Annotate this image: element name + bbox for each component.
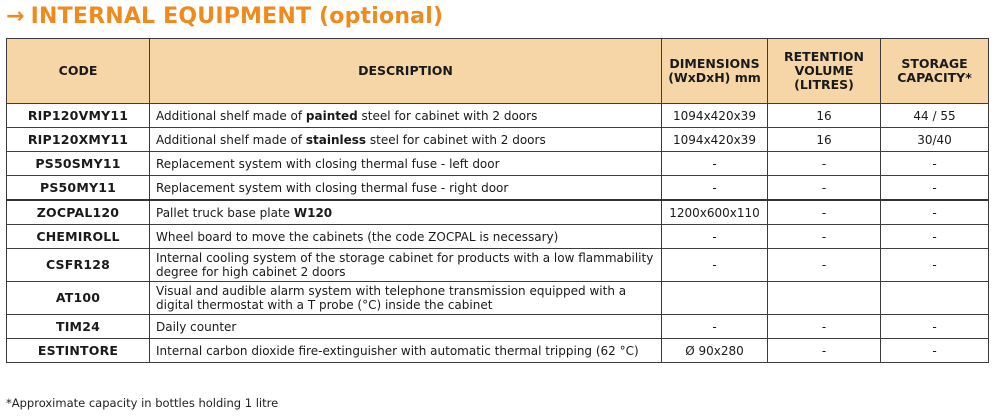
cell-dimensions: -: [662, 152, 768, 176]
description-text: Pallet truck base plate: [156, 205, 294, 220]
cell-storage-capacity: -: [881, 176, 989, 201]
cell-code: CHEMIROLL: [7, 225, 150, 249]
cell-storage-capacity: -: [881, 315, 989, 339]
cell-storage-capacity: 44 / 55: [881, 104, 989, 128]
description-text: Additional shelf made of: [156, 132, 306, 147]
header-retention-line3: (LITRES): [794, 77, 854, 92]
cell-code: PS50SMY11: [7, 152, 150, 176]
cell-storage-capacity: -: [881, 200, 989, 225]
cell-code: ESTINTORE: [7, 339, 150, 363]
cell-description: [150, 128, 662, 152]
cell-storage-capacity: -: [881, 339, 989, 363]
cell-dimensions: -: [662, 176, 768, 201]
cell-code: TIM24: [7, 315, 150, 339]
table-row: [7, 249, 989, 282]
equipment-table: [6, 38, 989, 363]
table-row: [7, 176, 989, 201]
cell-dimensions: 1094x420x39: [662, 104, 768, 128]
header-storage-line1: STORAGE: [901, 56, 968, 71]
cell-description: [150, 225, 662, 249]
footnote: *Approximate capacity in bottles holding 1 litre: [6, 396, 279, 410]
cell-retention-volume: -: [768, 249, 881, 282]
description-emphasis: stainless: [305, 132, 367, 147]
cell-code: AT100: [7, 282, 150, 315]
description-emphasis: painted: [305, 108, 358, 123]
description-text-suffix: steel for cabinet with 2 doors: [357, 108, 538, 123]
cell-storage-capacity: [881, 282, 989, 315]
cell-dimensions: Ø 90x280: [662, 339, 768, 363]
cell-retention-volume: -: [768, 176, 881, 201]
cell-dimensions: -: [662, 315, 768, 339]
cell-description: [150, 152, 662, 176]
description-text: Daily counter: [156, 319, 237, 334]
header-dimensions: [662, 39, 768, 104]
cell-description: [150, 104, 662, 128]
cell-description: [150, 249, 662, 282]
cell-description: [150, 176, 662, 201]
cell-storage-capacity: 30/40: [881, 128, 989, 152]
cell-dimensions: [662, 282, 768, 315]
cell-retention-volume: -: [768, 225, 881, 249]
cell-description: [150, 339, 662, 363]
cell-dimensions: 1094x420x39: [662, 128, 768, 152]
description-text: Wheel board to move the cabinets (the code ZOCPAL is necessary): [156, 229, 559, 244]
header-dimensions-line1: DIMENSIONS: [669, 56, 760, 71]
header-storage-line2: CAPACITY*: [897, 70, 972, 85]
header-retention-line2: VOLUME: [794, 63, 854, 78]
description-emphasis: W120: [293, 205, 333, 220]
description-text-suffix: steel for cabinet with 2 doors: [366, 132, 546, 147]
table-row: [7, 152, 989, 176]
table-row: [7, 282, 989, 315]
description-text: Internal cooling system of the storage cabinet for products with a low flammability degree for high cabinet 2 doors: [156, 251, 654, 279]
table-body: [7, 104, 989, 363]
cell-code: CSFR128: [7, 249, 150, 282]
table-header-row: [7, 39, 989, 104]
cell-dimensions: -: [662, 225, 768, 249]
header-description: DESCRIPTION: [150, 39, 662, 104]
cell-code: RIP120XMY11: [7, 128, 150, 152]
header-retention: [768, 39, 881, 104]
description-text: Replacement system with closing thermal fuse - left door: [156, 156, 500, 171]
table-row: [7, 339, 989, 363]
header-code: CODE: [7, 39, 150, 104]
table-row: [7, 200, 989, 225]
table-row: [7, 315, 989, 339]
table-row: [7, 104, 989, 128]
cell-code: ZOCPAL120: [7, 200, 150, 225]
cell-retention-volume: -: [768, 200, 881, 225]
cell-storage-capacity: -: [881, 249, 989, 282]
table-row: [7, 128, 989, 152]
cell-retention-volume: [768, 282, 881, 315]
description-text: Additional shelf made of: [156, 108, 306, 123]
header-dimensions-line2: (WxDxH) mm: [668, 70, 761, 85]
description-text: Visual and audible alarm system with telephone transmission equipped with a digital thermostat with a T probe (°C) inside the cabinet: [156, 284, 627, 312]
cell-description: [150, 200, 662, 225]
description-text: Replacement system with closing thermal fuse - right door: [156, 180, 509, 195]
cell-code: PS50MY11: [7, 176, 150, 201]
header-retention-line1: RETENTION: [784, 49, 864, 64]
arrow-right-icon: →: [6, 4, 25, 29]
cell-retention-volume: -: [768, 152, 881, 176]
cell-code: RIP120VMY11: [7, 104, 150, 128]
cell-description: [150, 315, 662, 339]
cell-storage-capacity: -: [881, 225, 989, 249]
cell-retention-volume: 16: [768, 128, 881, 152]
cell-retention-volume: 16: [768, 104, 881, 128]
cell-retention-volume: -: [768, 315, 881, 339]
cell-dimensions: -: [662, 249, 768, 282]
cell-storage-capacity: -: [881, 152, 989, 176]
cell-dimensions: 1200x600x110: [662, 200, 768, 225]
page-title: [6, 4, 443, 29]
cell-description: [150, 282, 662, 315]
cell-retention-volume: -: [768, 339, 881, 363]
description-text: Internal carbon dioxide fire-extinguisher with automatic thermal tripping (62 °C): [156, 343, 639, 358]
header-storage: [881, 39, 989, 104]
table-row: [7, 225, 989, 249]
page-title-text: INTERNAL EQUIPMENT (optional): [30, 4, 444, 29]
